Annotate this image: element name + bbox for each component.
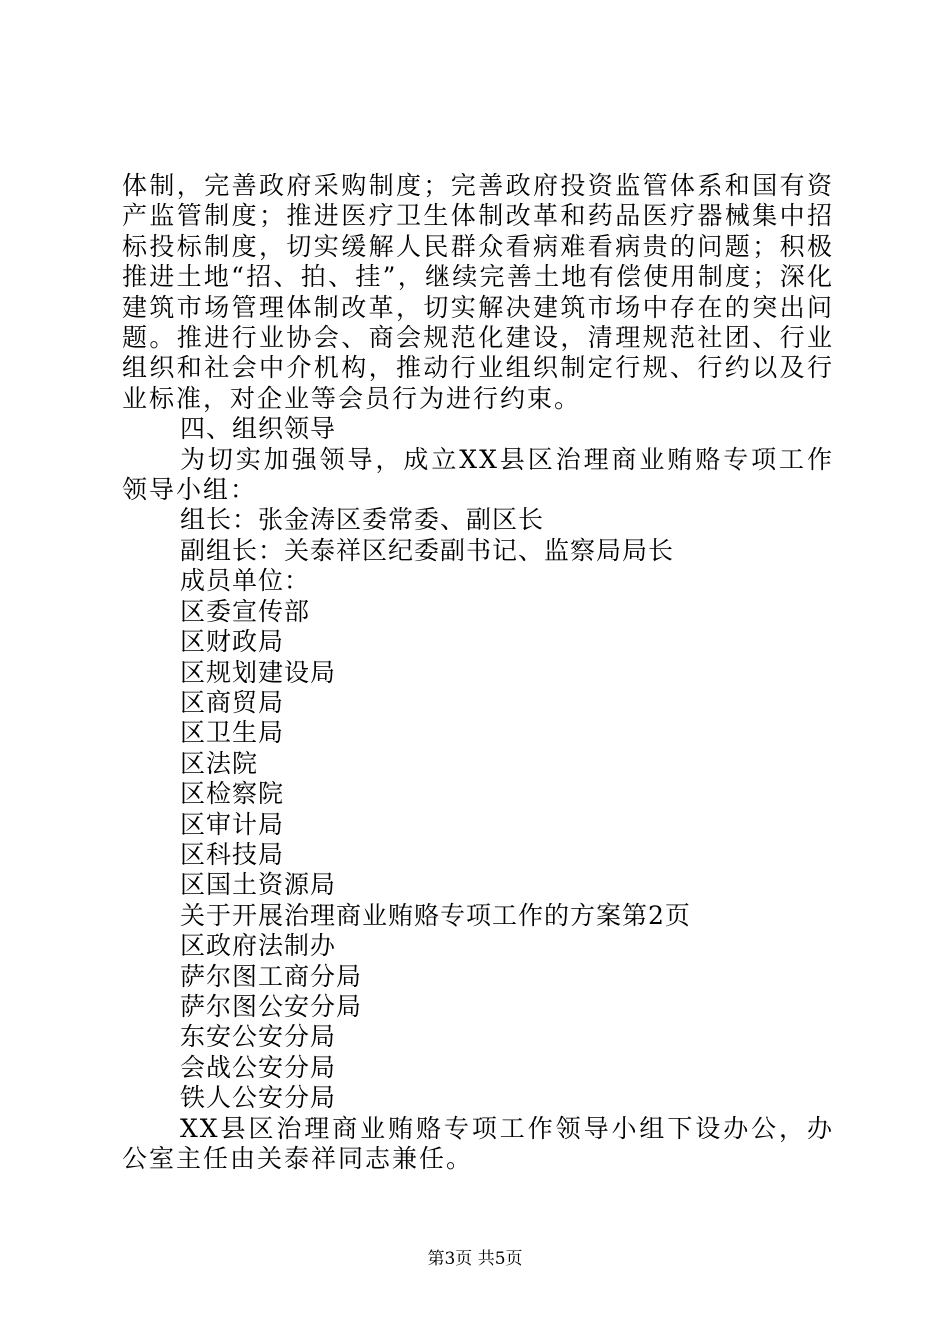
members-label: 成员单位： (180, 566, 311, 596)
page-indicator: 第3页 共5页 (427, 1249, 523, 1269)
body-paragraph: XX县区治理商业贿赂专项工作领导小组下设办公，办公室主任由关泰祥同志兼任。 (122, 1113, 834, 1173)
member-unit: 区政府法制办 (180, 931, 337, 961)
member-unit: 萨尔图工商分局 (180, 961, 363, 991)
member-unit: 铁人公安分局 (180, 1083, 337, 1113)
deputy-leader-line: 副组长：关泰祥区纪委副书记、监察局局长 (180, 535, 675, 565)
member-unit: 区财政局 (180, 627, 285, 657)
section-heading: 四、组织领导 (180, 414, 337, 444)
member-unit: 会战公安分局 (180, 1052, 337, 1082)
member-unit: 区委宣传部 (180, 596, 311, 626)
member-unit: 东安公安分局 (180, 1022, 337, 1052)
member-unit: 区规划建设局 (180, 657, 337, 687)
member-unit: 区国土资源局 (180, 870, 337, 900)
member-unit: 区审计局 (180, 809, 285, 839)
member-unit: 区卫生局 (180, 718, 285, 748)
member-unit: 区科技局 (180, 839, 285, 869)
document-body (122, 171, 834, 1174)
member-unit: 萨尔图公安分局 (180, 991, 363, 1021)
leader-line: 组长：张金涛区委常委、副区长 (180, 505, 545, 535)
member-unit: 区商贸局 (180, 687, 285, 717)
member-unit: 区检察院 (180, 779, 285, 809)
body-paragraph: 为切实加强领导，成立XX县区治理商业贿赂专项工作领导小组： (122, 444, 834, 505)
member-unit: 区法院 (180, 748, 259, 778)
page-footer (0, 1244, 950, 1269)
body-paragraph: 体制，完善政府采购制度；完善政府投资监管体系和国有资产监管制度；推进医疗卫生体制改革和药品医疗器械集中招标投标制度，切实缓解人民群众看病难看病贵的问题；积极推进土地“招、拍、挂”，继续完善土地有偿使用制度；深化建筑市场管理体制改革，切实解决建筑市场中存在的突出问题。推进行业协会、商会规范化建设，清理规范社团、行业组织和社会中介机构，推动行业组织制定行规、行约以及行业标准，对企业等会员行为进行约束。 (122, 171, 834, 413)
inline-page-note: 关于开展治理商业贿赂专项工作的方案第2页 (180, 900, 691, 930)
